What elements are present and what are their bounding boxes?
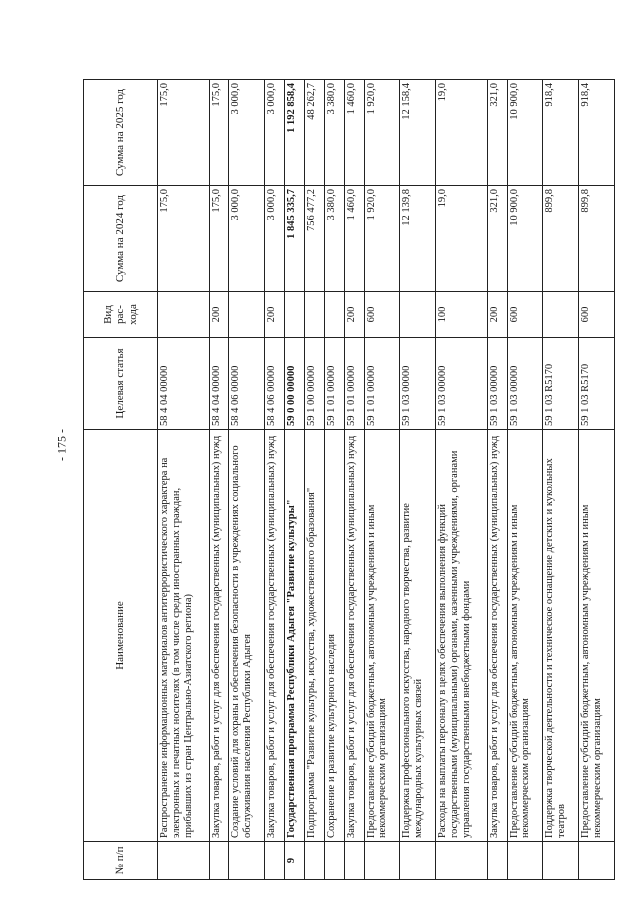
cell-sum-2025: 918,4 xyxy=(543,80,579,186)
cell-name: Закупка товаров, работ и услуг для обеспечения государственных (муниципальных) нужд xyxy=(487,430,507,842)
cell-name: Расходы на выплаты персоналу в целях обеспечения выполнения функций государственными (муниципальными) органами, казенными учреждениями, органами управления государственными внебюджетными фондами xyxy=(436,430,488,842)
table-row xyxy=(209,80,229,880)
cell-name: Закупка товаров, работ и услуг для обеспечения государственных (муниципальных) нужд xyxy=(209,430,229,842)
table-row xyxy=(265,80,285,880)
cell-num xyxy=(158,842,210,880)
cell-name: Распространение информационных материалов антитеррористического характера на электронных и печатных носителях (в том числе среди иностранных граждан, прибывших из стран Центрально-Азиатского региона) xyxy=(158,430,210,842)
cell-type: 600 xyxy=(579,292,615,338)
table-body xyxy=(158,80,615,880)
cell-type xyxy=(543,292,579,338)
cell-sum-2025: 175,0 xyxy=(158,80,210,186)
cell-type: 100 xyxy=(436,292,488,338)
cell-num xyxy=(364,842,400,880)
table-row xyxy=(436,80,488,880)
cell-sum-2024: 899,8 xyxy=(543,186,579,292)
cell-sum-2024: 899,8 xyxy=(579,186,615,292)
cell-num xyxy=(507,842,543,880)
header-sum-2025: Сумма на 2025 год xyxy=(84,80,158,186)
cell-sum-2025: 1 192 858,4 xyxy=(285,80,305,186)
table-row xyxy=(305,80,325,880)
cell-name: Поддержка творческой деятельности и техническое оснащение детских и кукольных театров xyxy=(543,430,579,842)
cell-code: 59 1 01 00000 xyxy=(344,338,364,430)
cell-sum-2025: 3 000,0 xyxy=(265,80,285,186)
cell-num xyxy=(324,842,344,880)
cell-num xyxy=(305,842,325,880)
cell-sum-2024: 3 000,0 xyxy=(229,186,265,292)
cell-type: 600 xyxy=(507,292,543,338)
table-row xyxy=(400,80,436,880)
cell-sum-2024: 756 477,2 xyxy=(305,186,325,292)
cell-num xyxy=(400,842,436,880)
cell-sum-2025: 3 380,0 xyxy=(324,80,344,186)
cell-code: 59 1 03 R5170 xyxy=(543,338,579,430)
cell-type xyxy=(229,292,265,338)
cell-code: 59 1 03 00000 xyxy=(436,338,488,430)
cell-name: Поддержка профессионального искусства, народного творчества, развитие международных культурных связей xyxy=(400,430,436,842)
table-row xyxy=(364,80,400,880)
cell-type xyxy=(324,292,344,338)
cell-code: 59 1 01 00000 xyxy=(364,338,400,430)
cell-sum-2024: 3 000,0 xyxy=(265,186,285,292)
cell-sum-2024: 1 845 335,7 xyxy=(285,186,305,292)
table-row xyxy=(507,80,543,880)
table-row xyxy=(285,80,305,880)
cell-sum-2024: 3 380,0 xyxy=(324,186,344,292)
cell-sum-2025: 12 158,4 xyxy=(400,80,436,186)
cell-code: 58 4 04 00000 xyxy=(158,338,210,430)
cell-sum-2025: 10 900,0 xyxy=(507,80,543,186)
cell-sum-2025: 175,0 xyxy=(209,80,229,186)
cell-name: Государственная программа Республики Адыгея "Развитие культуры" xyxy=(285,430,305,842)
cell-code: 59 1 01 00000 xyxy=(324,338,344,430)
cell-name: Закупка товаров, работ и услуг для обеспечения государственных (муниципальных) нужд xyxy=(265,430,285,842)
cell-type: 200 xyxy=(344,292,364,338)
cell-code: 59 1 00 00000 xyxy=(305,338,325,430)
cell-name: Создание условий для охраны и обеспечения безопасности в учреждениях социального обслуживания населения Республики Адыгея xyxy=(229,430,265,842)
cell-code: 58 4 06 00000 xyxy=(229,338,265,430)
table-row xyxy=(543,80,579,880)
cell-code: 58 4 06 00000 xyxy=(265,338,285,430)
cell-num xyxy=(265,842,285,880)
cell-sum-2025: 918,4 xyxy=(579,80,615,186)
cell-name: Подпрограмма "Развитие культуры, искусства, художественного образования" xyxy=(305,430,325,842)
cell-sum-2024: 1 920,0 xyxy=(364,186,400,292)
table-row xyxy=(158,80,210,880)
header-sum-2024: Сумма на 2024 год xyxy=(84,186,158,292)
cell-type xyxy=(158,292,210,338)
cell-type: 200 xyxy=(487,292,507,338)
cell-num xyxy=(436,842,488,880)
cell-code: 59 1 03 00000 xyxy=(507,338,543,430)
cell-sum-2025: 321,0 xyxy=(487,80,507,186)
cell-name: Предоставление субсидий бюджетным, автономным учреждениям и иным некоммерческим организациям xyxy=(579,430,615,842)
cell-code: 59 1 03 00000 xyxy=(487,338,507,430)
cell-sum-2025: 1 460,0 xyxy=(344,80,364,186)
cell-type: 200 xyxy=(209,292,229,338)
table-row xyxy=(344,80,364,880)
cell-name: Предоставление субсидий бюджетным, автономным учреждениям и иным некоммерческим организациям xyxy=(364,430,400,842)
table-row xyxy=(579,80,615,880)
cell-code: 59 0 00 00000 xyxy=(285,338,305,430)
cell-type: 200 xyxy=(265,292,285,338)
rotated-table-container xyxy=(83,80,615,880)
cell-num xyxy=(229,842,265,880)
cell-num: 9 xyxy=(285,842,305,880)
header-code: Целевая статья xyxy=(84,338,158,430)
cell-name: Предоставление субсидий бюджетным, автономным учреждениям и иным некоммерческим организациям xyxy=(507,430,543,842)
cell-type xyxy=(285,292,305,338)
cell-sum-2024: 175,0 xyxy=(158,186,210,292)
cell-sum-2024: 321,0 xyxy=(487,186,507,292)
header-name: Наименование xyxy=(84,430,158,842)
cell-code: 58 4 04 00000 xyxy=(209,338,229,430)
cell-sum-2025: 1 920,0 xyxy=(364,80,400,186)
cell-type: 600 xyxy=(364,292,400,338)
cell-num xyxy=(579,842,615,880)
cell-num xyxy=(543,842,579,880)
cell-sum-2024: 175,0 xyxy=(209,186,229,292)
cell-name: Закупка товаров, работ и услуг для обеспечения государственных (муниципальных) нужд xyxy=(344,430,364,842)
cell-sum-2024: 1 460,0 xyxy=(344,186,364,292)
cell-sum-2024: 12 139,8 xyxy=(400,186,436,292)
budget-table xyxy=(83,79,615,880)
cell-sum-2025: 48 262,7 xyxy=(305,80,325,186)
table-row xyxy=(229,80,265,880)
cell-sum-2025: 19,0 xyxy=(436,80,488,186)
cell-num xyxy=(344,842,364,880)
header-num: № п/п xyxy=(84,842,158,880)
cell-num xyxy=(487,842,507,880)
cell-code: 59 1 03 00000 xyxy=(400,338,436,430)
cell-name: Сохранение и развитие культурного наследия xyxy=(324,430,344,842)
cell-sum-2025: 3 000,0 xyxy=(229,80,265,186)
table-row xyxy=(324,80,344,880)
table-row xyxy=(487,80,507,880)
table-header-row xyxy=(84,80,158,880)
header-type: Вид рас-хода xyxy=(84,292,158,338)
cell-code: 59 1 03 R5170 xyxy=(579,338,615,430)
cell-type xyxy=(305,292,325,338)
cell-type xyxy=(400,292,436,338)
cell-sum-2024: 19,0 xyxy=(436,186,488,292)
cell-sum-2024: 10 900,0 xyxy=(507,186,543,292)
page-number: - 175 - xyxy=(54,429,69,461)
cell-num xyxy=(209,842,229,880)
